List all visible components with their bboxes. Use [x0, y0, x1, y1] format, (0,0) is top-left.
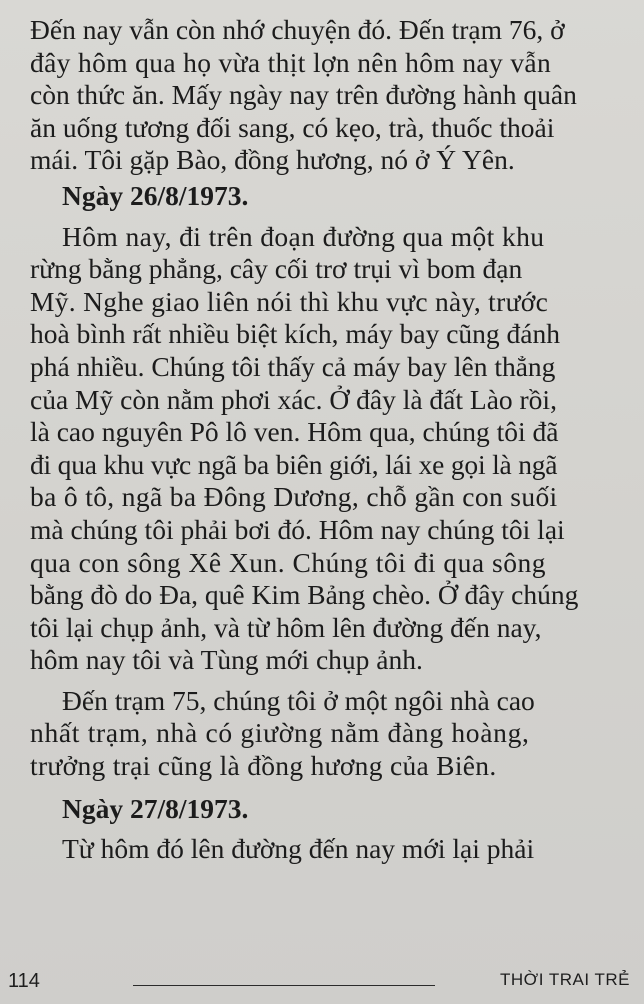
running-title: THỜI TRAI TRẺ: [499, 970, 630, 989]
text-line: ba ô tô, ngã ba Đông Dương, chỗ gần con suối: [30, 481, 558, 513]
text-line: còn thức ăn. Mấy ngày nay trên đường hành quân: [30, 79, 577, 111]
paragraph: [30, 833, 630, 866]
text-line: đây hôm qua họ vừa thịt lợn nên hôm nay vẫn: [30, 46, 552, 78]
paragraph: [30, 685, 630, 783]
text-line: của Mỹ còn nằm phơi xác. Ở đây là đất Lào rồi,: [30, 383, 557, 415]
text-line: bằng đò do Đa, quê Kim Bảng chèo. Ở đây chúng: [30, 579, 579, 611]
page-footer: [0, 966, 644, 996]
text-line: Mỹ. Nghe giao liên nói thì khu vực này, trước: [30, 285, 549, 317]
paragraph: [30, 221, 630, 677]
text-line: hoà bình rất nhiều biệt kích, máy bay cũng đánh: [30, 318, 560, 350]
text-line: Hôm nay, đi trên đoạn đường qua một khu: [62, 220, 545, 252]
date-heading: Ngày 27/8/1973.: [62, 792, 249, 824]
text-line: trưởng trại cũng là đồng hương của Biên.: [30, 750, 497, 782]
text-line: tôi lại chụp ảnh, và từ hôm lên đường đến nay,: [30, 611, 542, 643]
page-number: 114: [8, 970, 40, 992]
text-line: Đến trạm 75, chúng tôi ở một ngôi nhà cao: [62, 684, 535, 716]
page-body: [30, 14, 630, 866]
paragraph: [30, 14, 630, 177]
text-line: là cao nguyên Pô lô ven. Hôm qua, chúng tôi đã: [30, 416, 559, 448]
date-heading: Ngày 26/8/1973.: [62, 179, 249, 211]
footer-rule: [133, 985, 435, 986]
text-line: mà chúng tôi phải bơi đó. Hôm nay chúng tôi lại: [30, 513, 565, 545]
text-line: nhất trạm, nhà có giường nằm đàng hoàng,: [30, 717, 530, 749]
text-line: mái. Tôi gặp Bào, đồng hương, nó ở Ý Yên.: [30, 144, 515, 176]
text-line: qua con sông Xê Xun. Chúng tôi đi qua sông: [30, 546, 546, 578]
text-line: Từ hôm đó lên đường đến nay mới lại phải: [62, 833, 535, 865]
text-line: đi qua khu vực ngã ba biên giới, lái xe gọi là ngã: [30, 448, 558, 480]
text-line: rừng bằng phẳng, cây cối trơ trụi vì bom đạn: [30, 253, 523, 285]
text-line: Đến nay vẫn còn nhớ chuyện đó. Đến trạm 76, ở: [30, 14, 565, 45]
text-line: ăn uống tương đối sang, có kẹo, trà, thuốc thoải: [30, 111, 555, 143]
text-line: hôm nay tôi và Tùng mới chụp ảnh.: [30, 644, 423, 676]
text-line: phá nhiều. Chúng tôi thấy cả máy bay lên thẳng: [30, 350, 556, 382]
